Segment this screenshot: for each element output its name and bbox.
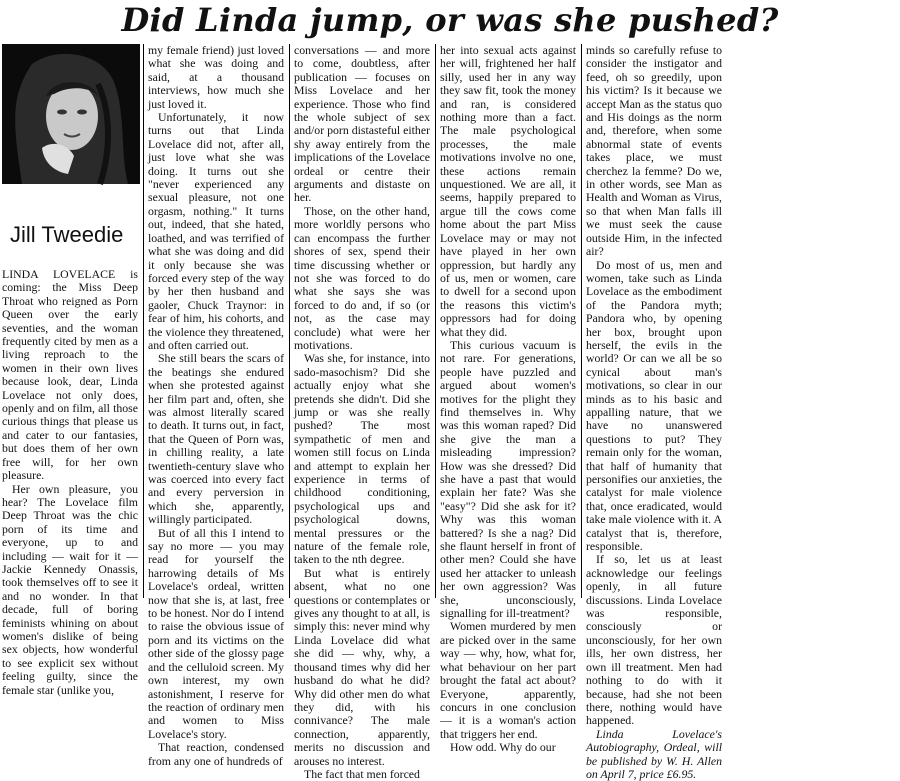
article-paragraph: Women murdered by men are picked over in the same way — why, how, what for, what behaviour on her part brought the fatal act about? Everyone, apparently, concurs in one conclusion — it is a woman's action that triggers her end. — [440, 619, 576, 741]
article-paragraph: my female friend) just loved what she was doing and said, at a thousand interviews, how much she just loved it. — [148, 43, 284, 111]
article-paragraph: Was she, for instance, into sado-masochism? Did she actually enjoy what she pretends she didn't. Did she jump or was she really pushed? The most sympathetic of men and women still focus on Linda and attempt to explain her experience in terms of childhood conditioning, psychological ups and psychological downs, mental pressures or the nature of the female role, taken to the nth degree. — [294, 351, 430, 567]
article-paragraph: Those, on the other hand, more worldly persons who can encompass the further shores of sex, spend their time discussing whether or not she was forced to do what she says she was forced to do and, if so (or not, as the case may conclude) what were her motivations. — [294, 203, 430, 352]
article-paragraph: LINDA LOVELACE is coming: the Miss Deep Throat who reigned as Porn Queen over the early seventies, and the woman frequently cited by men as a living reproach to the women in their own lives because look, dear, Linda Lovelace not only does, openly and on film, all those curious things that please us and cater to our fantasies, but does them of her own free will, for her own pleasure. — [2, 267, 138, 483]
byline: Jill Tweedie — [10, 222, 124, 247]
article-paragraph: She still bears the scars of the beatings she endured when she protested against her film part and, often, she was almost literally scared to death. It turns out, in fact, that the Queen of Porn was, in chilling reality, a late twentieth-century slave who was coerced into every fact and every perversion in which she, apparently, willingly participated. — [148, 351, 284, 527]
article-paragraph: This curious vacuum is not rare. For generations, people have puzzled and argued about women's motives for the plight they find themselves in. Why was this woman raped? Did she give the man a misleading impression? How was she dressed? Did she have a past that would explain her fate? Was she "easy"? Did she ask for it? Why was this woman battered? Is she a nag? Did she flaunt herself in front of other men? Could she have used her attacker to unleash her own aggression? Was she, unconsciously, signalling for ill-treatment? — [440, 337, 576, 621]
article-column-3 — [294, 43, 430, 781]
column-divider — [435, 44, 436, 598]
article-column-4 — [440, 43, 576, 755]
author-photo — [2, 44, 140, 184]
article-paragraph: But of all this I intend to say no more — you may read for yourself the harrowing details of Ms Lovelace's ordeal, written now that she is, at last, free to be honest. Nor do I intend to raise the obvious issue of porn and its victims on the other side of the glossy page and the celluloid screen. My own interest, my own astonishment, I reserve for the reaction of ordinary men and women to Miss Lovelace's story. — [148, 525, 284, 741]
headline: Did Linda jump, or was she pushed? — [121, 1, 779, 39]
article-paragraph: Do most of us, men and women, take such as Linda Lovelace as the embodiment of the Pandora myth; Pandora who, by opening her box, brought upon herself, the evils in the world? Or can we all be so cynical about man's motivations, so clear in our minds as to his basic and appalling nature, that we have no unanswered questions to put? They remain only for the woman, that half of humanity that personifies our anxieties, the catalyst for male violence that, once eradicated, would take male violence with it. A catalyst that is, therefore, responsible. — [586, 257, 722, 554]
article-column-5 — [586, 43, 722, 781]
article-paragraph: The fact that men forced — [304, 766, 420, 781]
article-paragraph: her into sexual acts against her will, frightened her half silly, used her in any way they saw fit, took the money and ran, is considered nothing more than a fact. The male psychological processes, the male motivations involve no one, these actions remain unquestioned. We are all, it seems, happily prepared to argue till the cows come home about the part Miss Lovelace may or may not have played in her own oppression, but hardly any of us, men or women, care to dwell for a second upon the reasons this victim's oppressors had for doing what they did. — [440, 43, 576, 339]
article-paragraph: minds so carefully refuse to consider the instigator and feed, oh so greedily, upon his victim? Is it because we accept Man as the status quo and His doings as the norm and, therefore, when some abnormal state of events takes place, we must cherchez la femme? Do we, in other words, see Man as Health and Woman as Virus, so that when Man falls ill we must seek the cause outside Him, in the infected air? — [586, 43, 722, 259]
article-paragraph: conversations — and more to come, doubtless, after publication — focuses on Miss Lovelace and her experience. Those who find the whole subject of sex and/or porn distasteful either shy away entirely from the implications of the Lovelace ordeal or centre their arguments and distaste on her. — [294, 43, 430, 205]
article-paragraph: If so, let us at least acknowledge our feelings openly, in all future discussions. Linda Lovelace was responsible, consciously or unconsciously, for her own ills, her own distress, her own ill treatment. Men had nothing to do with it because, had she not been there, nothing would have happened. — [586, 552, 722, 728]
column-divider — [143, 44, 144, 598]
article-paragraph: Unfortunately, it now turns out that Linda Lovelace did not, after all, just love what she was doing. It turns out she "never experienced any sexual pleasure, not one orgasm, nothing." It turns out, indeed, that she hated, loathed, and was terrified of what she was doing and did it only because she was forced every step of the way by her then husband and gaoler, Chuck Traynor: in fear of him, his cohorts, and the violence they threatened, and often carried out. — [148, 110, 284, 352]
author-portrait-image — [2, 44, 140, 184]
column-divider — [289, 44, 290, 598]
article-paragraph: Her own pleasure, you hear? The Lovelace film Deep Throat was the chic porn of its time and everyone, up to and including — wait for it — Jackie Kennedy Onassis, took themselves off to see it and no wonder. In that decade, full of boring feminists whining on about women's dislike of being sex objects, how wonderful to see explicit sex without feeling guilty, since the female star (unlike you, — [2, 481, 138, 697]
article-column-2 — [148, 43, 284, 768]
article-paragraph: That reaction, condensed from any one of hundreds of — [148, 740, 284, 768]
article-paragraph: But what is entirely absent, what no one questions or contemplates or gives any thought to at all, is simply this: never mind why Linda Lovelace did what she did — why, why, a thousand times why did her husband do what he did? Why did other men do what they did, with his connivance? The male connection, apparently, merits no discussion and arouses no interest. — [294, 565, 430, 768]
article-paragraph: Linda Lovelace's Autobiography, Ordeal, will be published by W. H. Allen on April 7, price £6.95. — [586, 726, 722, 781]
article-column-1 — [2, 267, 138, 697]
column-divider — [581, 44, 582, 598]
article-paragraph: How odd. Why do our — [450, 740, 556, 755]
